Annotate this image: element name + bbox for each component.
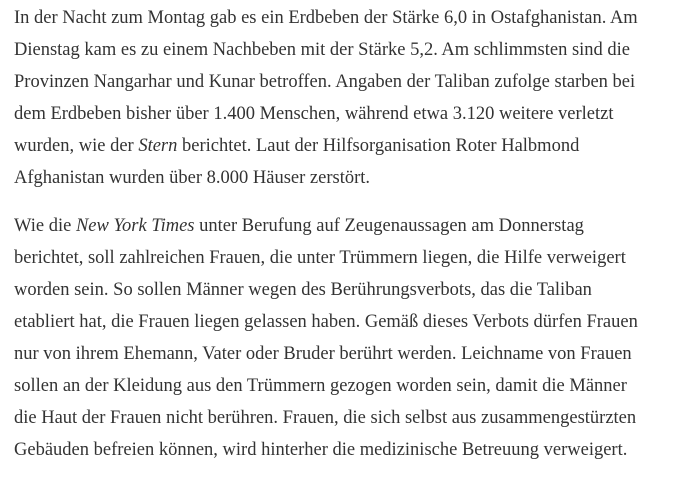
text-line: berichtet, soll zahlreichen Frauen, die unter Trümmern liegen, die Hilfe verweigert (14, 248, 626, 268)
text-line: Provinzen Nangarhar und Kunar betroffen. Angaben der Taliban zufolge starben bei (14, 72, 636, 92)
paragraph-women-denied-help (14, 210, 660, 466)
text-line: dem Erdbeben bisher über 1.400 Menschen, während etwa 3.120 weitere verletzt (14, 104, 614, 124)
text-line: Afghanistan wurden über 8.000 Häuser zerstört. (14, 168, 371, 188)
text-line: etabliert hat, die Frauen liegen gelassen haben. Gemäß dieses Verbots dürfen Frauen (14, 312, 638, 332)
text-segment: wurden, wie der (14, 136, 139, 156)
text-line: In der Nacht zum Montag gab es ein Erdbeben der Stärke 6,0 in Ostafghanistan. Am (14, 8, 638, 28)
paragraph-earthquake-report (14, 2, 660, 194)
text-line (14, 130, 660, 162)
text-line: Dienstag kam es zu einem Nachbeben mit der Stärke 5,2. Am schlimmsten sind die (14, 40, 631, 60)
text-line (14, 210, 660, 242)
source-name-stern: Stern (138, 136, 178, 156)
text-line: sollen an der Kleidung aus den Trümmern gezogen worden sein, damit die Männer (14, 376, 627, 396)
text-segment: Wie die (14, 216, 76, 236)
text-line: Gebäuden befreien können, wird hinterher die medizinische Betreuung verweigert. (14, 440, 628, 460)
text-line: nur von ihrem Ehemann, Vater oder Bruder berührt werden. Leichname von Frauen (14, 344, 632, 364)
text-line: die Haut der Frauen nicht berühren. Frauen, die sich selbst aus zusammengestürzten (14, 408, 637, 428)
text-segment: berichtet. Laut der Hilfsorganisation Roter Halbmond (177, 136, 580, 156)
source-name-new-york-times: New York Times (75, 216, 195, 236)
text-line: worden sein. So sollen Männer wegen des Berührungsverbots, das die Taliban (14, 280, 592, 300)
text-segment: unter Berufung auf Zeugenaussagen am Donnerstag (194, 216, 584, 236)
